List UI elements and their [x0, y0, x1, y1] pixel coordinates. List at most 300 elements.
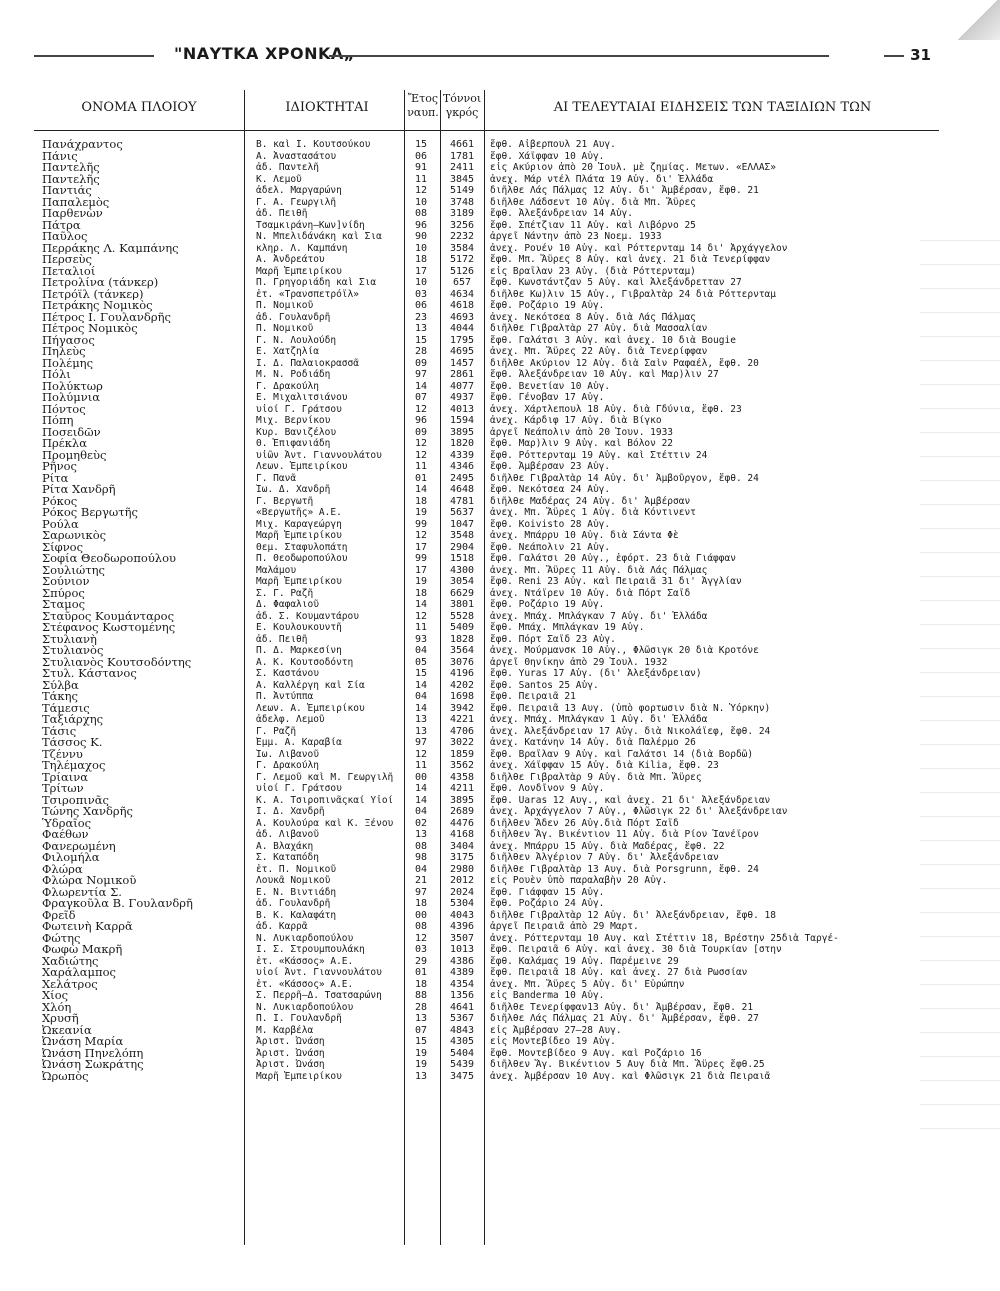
table-row — [34, 645, 939, 657]
year-built: 03 — [414, 944, 428, 955]
ship-name: Πετράκης Νομικὸς — [42, 300, 153, 312]
ship-name: Ρίτα — [42, 472, 69, 484]
year-built: 13 — [414, 1070, 428, 1082]
year-built: 11 — [414, 173, 428, 185]
year-built: 14 — [414, 599, 428, 610]
owner-name: ἑτ. «Κάσσος» Α.Ε. — [256, 955, 354, 967]
voyage-news: ἀργεῖ Νεάπολιν ἀπὸ 20 Ἰουν. 1933 — [490, 426, 674, 438]
year-built: 07 — [414, 392, 428, 403]
table-row — [34, 1071, 939, 1083]
owner-name: Α. Ἀνδρεάτου — [256, 254, 325, 265]
owner-name: Β. Κ. Καλαφάτη — [256, 909, 337, 921]
table-row — [34, 1025, 939, 1037]
ship-name: Σαρωνικὸς — [42, 530, 107, 542]
year-built: 13 — [414, 829, 428, 840]
year-built: 99 — [414, 518, 428, 530]
owner-name: Λεων. Α. Ἐμπειρίκου — [256, 702, 365, 714]
owner-name: Ἰω. Δ. Χανδρῆ — [256, 484, 331, 495]
voyage-news: διῆλθε Γιβραλτὰρ 13 Αυγ. διὰ Porsgrunn, ἔφθ. 24 — [490, 863, 759, 875]
table-row — [34, 875, 939, 887]
voyage-news: εἰς Ρουὲν ὑπὸ παραλαβὴν 20 Αὐγ. — [490, 875, 668, 886]
table-row — [34, 898, 939, 910]
gross-tons: 3076 — [449, 656, 475, 668]
ship-name: Πέτρος Ι. Γουλανδρῆς — [42, 311, 171, 323]
gross-tons: 3475 — [449, 1070, 475, 1082]
owner-name: Π. Νομικοῦ — [256, 323, 314, 334]
gross-tons: 4695 — [449, 346, 475, 357]
owner-name: Γ. Ραζῆ — [256, 725, 297, 737]
voyage-news: ἀνεχ. Ἀμβέρσαν 10 Αυγ. καὶ Φλῶσιγκ 21 διὰ Πειραιᾶ — [490, 1070, 771, 1082]
year-built: 01 — [414, 472, 428, 484]
ship-name: Τάμεσις — [42, 702, 90, 714]
year-built: 18 — [414, 495, 428, 507]
ship-name: Ὠκεανία — [42, 1024, 92, 1036]
gross-tons: 4196 — [449, 668, 475, 679]
table-row — [34, 1048, 939, 1060]
gross-tons: 1356 — [449, 990, 475, 1001]
owner-name: Κ. Α. Τσιροπινᾶςκαί Υἱοί — [256, 794, 394, 806]
voyage-news: ἔφθ. Koivisto 28 Αὐγ. — [490, 518, 611, 530]
owner-name: Ι. Δ. Χανδρῆ — [256, 806, 325, 817]
table-row — [34, 588, 939, 600]
table-row — [34, 852, 939, 864]
table-row — [34, 1059, 939, 1071]
year-built: 90 — [414, 231, 428, 242]
year-built: 17 — [414, 265, 428, 277]
voyage-news: ἔφθ. Κωνστάντζαν 5 Αὐγ. καὶ Ἀλεξάνδρετταν 27 — [490, 277, 742, 288]
table-row — [34, 185, 939, 197]
ship-name: Πόπη — [42, 415, 74, 427]
owner-name: ἀδ. Λιβανοῦ — [256, 829, 319, 840]
ship-name: Τσιροπινᾶς — [42, 794, 109, 806]
gross-tons: 4706 — [449, 725, 475, 737]
owner-name: υἱοί Γ. Γράτσου — [256, 783, 342, 794]
page-corner-fold — [955, 0, 1000, 40]
voyage-news: ἀνεχ. Ντάϊρεν 10 Αὐγ. διὰ Πόρτ Σαΐδ — [490, 587, 691, 599]
owner-name: Ἐμμ. Α. Καραβία — [256, 737, 342, 748]
year-built: 04 — [414, 806, 428, 817]
year-built: 28 — [414, 1001, 428, 1013]
ship-name: Ρόκος Βεργωτῆς — [42, 507, 138, 519]
gross-tons: 3801 — [449, 599, 475, 610]
owner-name: υἱοί Γ. Γράτσου — [256, 403, 342, 415]
col-header-owners: ΙΔΙΟΚΤΗΤΑΙ — [285, 100, 369, 115]
year-built: 12 — [414, 748, 428, 760]
ship-name: Σταῦρος Κουμάνταρος — [42, 610, 175, 622]
gross-tons: 5637 — [449, 507, 475, 518]
table-row — [34, 519, 939, 531]
table-header — [34, 90, 939, 131]
year-built: 97 — [414, 886, 428, 898]
year-built: 01 — [414, 967, 428, 978]
year-built: 12 — [414, 932, 428, 944]
gross-tons: 1795 — [449, 334, 475, 346]
voyage-news: ἀνεχ. Χάρτλεπουλ 18 Αὐγ. διὰ Γδύνια, ἔφθ. 23 — [490, 403, 742, 415]
year-built: 91 — [414, 162, 428, 173]
ship-name: Ὑδραῖος — [42, 817, 92, 829]
year-built: 18 — [414, 898, 428, 909]
ship-name: Φραγκοῦλα Β. Γουλανδρῆ — [42, 898, 193, 910]
ship-name: Στυλιανὸς Κουτσοδόντης — [42, 656, 192, 668]
owner-name: Μαρῆ Ἐμπειρίκου — [256, 265, 342, 277]
table-row — [34, 553, 939, 565]
gross-tons: 4843 — [449, 1024, 475, 1036]
year-built: 98 — [414, 852, 428, 863]
gross-tons: 3022 — [449, 737, 475, 748]
ship-name: Πόντος — [42, 403, 86, 415]
table-row — [34, 818, 939, 830]
gross-tons: 1820 — [449, 438, 475, 449]
owner-name: Ε. Χατζηλία — [256, 346, 319, 357]
ship-name: Τάσσος Κ. — [42, 737, 103, 749]
gross-tons: 3748 — [449, 196, 475, 208]
gross-tons: 5126 — [449, 265, 475, 277]
ship-name: Σταμος — [42, 599, 86, 611]
voyage-news: ἔφθ. Ροζάριο 19 Αὐγ. — [490, 599, 605, 610]
gross-tons: 4648 — [449, 484, 475, 495]
table-row — [34, 749, 939, 761]
voyage-news: ἔφθ. Σπέτζιαν 11 Αὐγ. καὶ Λιβόρνο 25 — [490, 219, 696, 231]
gross-tons: 2980 — [449, 863, 475, 875]
table-row — [34, 530, 939, 542]
ship-name: Πέτρος Νομικὸς — [42, 323, 138, 335]
col-header-ship-name: ΟΝΟΜΑ ΠΛΟΙΟΥ — [81, 100, 197, 115]
gross-tons: 3564 — [449, 645, 475, 656]
gross-tons: 3584 — [449, 242, 475, 254]
voyage-news: ἀνεχ. Μπ. Ἄϋρες 22 Αὐγ. διὰ Τενερίφφαν — [490, 346, 708, 357]
year-built: 05 — [414, 656, 428, 668]
table-row — [34, 174, 939, 186]
owner-name: Μαλάμου — [256, 564, 297, 576]
gross-tons: 4168 — [449, 829, 475, 840]
ship-name: Πάνις — [42, 150, 78, 162]
ship-name: Σοφία Θεοδωροπούλου — [42, 553, 177, 565]
gross-tons: 5304 — [449, 898, 475, 909]
gross-tons: 1457 — [449, 357, 475, 369]
year-built: 14 — [414, 380, 428, 392]
gross-tons: 4618 — [449, 300, 475, 311]
year-built: 10 — [414, 196, 428, 208]
owner-name: ἀδ. Πειθῆ — [256, 208, 308, 219]
table-row — [34, 392, 939, 404]
table-row — [34, 910, 939, 922]
owner-name: ἀδ. Πειθῆ — [256, 633, 308, 645]
ship-name: Τάκης — [42, 691, 78, 703]
voyage-news: ἔφθ. Νεάπολιν 21 Αὐγ. — [490, 541, 611, 553]
table-row — [34, 300, 939, 312]
voyage-news: ἀνεχ. Ἀρχάγγελον 7 Αὐγ., Φλῶσιγκ 22 δι' Ἀλεξάνδρειαν — [490, 806, 788, 817]
voyage-news: ἔφθ. Γιάφφαν 15 Αὐγ. — [490, 886, 605, 898]
table-row — [34, 599, 939, 611]
gross-tons: 4013 — [449, 403, 475, 415]
table-row — [34, 691, 939, 703]
voyage-news: διῆλθε Λάδσεντ 10 Αὐγ. διὰ Μπ. Ἄϋρες — [490, 196, 696, 208]
gross-tons: 4346 — [449, 461, 475, 472]
ship-name: Ὠρωπὸς — [42, 1070, 89, 1082]
year-built: 96 — [414, 219, 428, 231]
gross-tons: 4305 — [449, 1036, 475, 1047]
gross-tons: 1698 — [449, 691, 475, 702]
voyage-news: διῆλθεν Ἅγ. Βικέντιον 5 Αυγ διὰ Μπ. Ἄϋρες ἔφθ.25 — [490, 1059, 765, 1070]
voyage-news: ἀνεχ. Μπ. Ἄϋρες 11 Αὐγ. διὰ Λάς Πάλμας — [490, 564, 708, 576]
col-header-tons-line1: Τόννοι — [442, 92, 482, 105]
year-built: 19 — [414, 1047, 428, 1059]
gross-tons: 2411 — [449, 162, 475, 173]
voyage-news: διῆλθε Τενερίφφαν13 Αὐγ. δι' Ἀμβέρσαν, ἔφθ. 21 — [490, 1001, 754, 1013]
gross-tons: 4661 — [449, 139, 475, 150]
ship-name: Χλόη — [42, 1001, 72, 1013]
year-built: 15 — [414, 1036, 428, 1047]
ship-name: Ὠνάση Πηνελόπη — [42, 1047, 144, 1059]
owner-name: Γ. Πανᾶ — [256, 472, 297, 484]
ship-name: Σούνιον — [42, 576, 90, 588]
voyage-news: ἀνεχ. Μάρ ντέλ Πλάτα 19 Αὐγ. δι' Ἑλλάδα — [490, 173, 714, 185]
voyage-news: ἀνεχ. Κατάνην 14 Αὐγ. διὰ Παλέρμο 26 — [490, 737, 696, 748]
table-row — [34, 473, 939, 485]
gross-tons: 3054 — [449, 576, 475, 587]
ship-name: Τηλέμαχος — [42, 760, 106, 772]
gross-tons: 5172 — [449, 254, 475, 265]
owner-name: Ἰω. Λιβανοῦ — [256, 748, 319, 760]
table-row — [34, 427, 939, 439]
ship-name: Σύλβα — [42, 679, 79, 691]
ship-name: Στυλιανὴ — [42, 633, 97, 645]
year-built: 19 — [414, 507, 428, 518]
year-built: 12 — [414, 403, 428, 415]
gross-tons: 4641 — [449, 1001, 475, 1013]
ship-name: Πολύμνια — [42, 392, 100, 404]
table-row — [34, 1002, 939, 1014]
table-row — [34, 277, 939, 289]
gross-tons: 2861 — [449, 369, 475, 380]
table-row — [34, 887, 939, 899]
gross-tons: 1859 — [449, 748, 475, 760]
table-row — [34, 933, 939, 945]
year-built: 02 — [414, 817, 428, 829]
ship-name: Χίος — [42, 990, 69, 1002]
owner-name: Γ. Λεμοῦ καὶ Μ. Γεωργιλῆ — [256, 771, 394, 783]
voyage-news: ἔφθ. Ρόττερνταμ 19 Αὐγ. καὶ Στέττιν 24 — [490, 449, 708, 461]
table-row — [34, 335, 939, 347]
bleed-through-shadow — [920, 240, 1000, 1140]
year-built: 15 — [414, 668, 428, 679]
gross-tons: 4693 — [449, 311, 475, 323]
owner-name: Σ. Καστάνου — [256, 668, 319, 679]
year-built: 21 — [414, 875, 428, 886]
voyage-news: ἀργεῖ Πειραιᾶ ἀπὸ 29 Μαρτ. — [490, 921, 639, 932]
year-built: 97 — [414, 737, 428, 748]
year-built: 10 — [414, 242, 428, 254]
table-row — [34, 829, 939, 841]
table-row — [34, 622, 939, 634]
gross-tons: 1828 — [449, 633, 475, 645]
ship-name: Στυλ. Κάστανος — [42, 668, 137, 680]
ship-name: Ὠνάση Μαρία — [42, 1036, 124, 1048]
voyage-news: ἔφθ. Μπάχ. Μπλάγκαν 19 Αὐγ. — [490, 622, 645, 633]
table-row — [34, 657, 939, 669]
gross-tons: 2495 — [449, 472, 475, 484]
year-built: 99 — [414, 553, 428, 564]
year-built: 14 — [414, 794, 428, 806]
owner-name: Γ. Δρακούλη — [256, 380, 319, 392]
owner-name: Α. Κουλούρα καὶ Κ. Ξένου — [256, 817, 394, 829]
voyage-news: ἔφθ. Ἀλεξάνδρειαν 10 Αὐγ. καὶ Μαρ)λιν 27 — [490, 369, 719, 380]
gross-tons: 4221 — [449, 714, 475, 725]
voyage-news: ἔφθ. Γαλάτσι 20 Αὐγ., ἐφόρτ. 23 διὰ Γιάφφαν — [490, 553, 736, 564]
table-row — [34, 208, 939, 220]
gross-tons: 3895 — [449, 426, 475, 438]
ship-name: Φιλομήλα — [42, 852, 100, 864]
year-built: 13 — [414, 714, 428, 725]
year-built: 12 — [414, 530, 428, 541]
voyage-news: διῆλθεν Ἅγ. Βικέντιον 11 Αὐγ. διὰ Ρίον Ἰανέϊρον — [490, 829, 759, 840]
year-built: 04 — [414, 691, 428, 702]
ship-name: Πάτρα — [42, 219, 81, 231]
gross-tons: 5404 — [449, 1047, 475, 1059]
voyage-news: διῆλθεν Ἀλγέριον 7 Αὐγ. δι' Ἀλεξάνδρειαν — [490, 852, 719, 863]
owner-name: Τσαμκιράνη—Κων]νίδη — [256, 219, 365, 231]
voyage-news: ἔφθ. Βραΐλαν 9 Αὐγ. καὶ Γαλάτσι 14 (διὰ Βορδῶ) — [490, 748, 754, 760]
owner-name: ἀδελφ. Λεμοῦ — [256, 714, 325, 725]
voyage-news: ἔφθ. Καλάμας 19 Αὐγ. Παρέμεινε 29 — [490, 955, 679, 967]
owner-name: Ἀριστ. Ὠνάση — [256, 1059, 325, 1070]
year-built: 17 — [414, 564, 428, 576]
owner-name: Ε. Ν. Βιντιάδη — [256, 886, 337, 898]
ship-name: Πολύκτωρ — [42, 380, 103, 392]
voyage-news: ἔφθ. Πόρτ Σαΐδ 23 Αὐγ. — [490, 633, 616, 645]
year-built: 13 — [414, 1013, 428, 1024]
gross-tons: 4389 — [449, 967, 475, 978]
ship-name: Πόλι — [42, 369, 71, 381]
owner-name: Α. Καλλέργη καὶ Σία — [256, 679, 365, 691]
owner-name: Ε. Μιχαλιτσιάνου — [256, 392, 348, 403]
voyage-news: ἀνεχ. Κάρδιφ 17 Αὐγ. διὰ Βίγκο — [490, 415, 662, 426]
owner-name: Α. Κ. Κουτσοδόντη — [256, 656, 354, 668]
voyage-news: ἔφθ. Χάϊφφαν 10 Αὐγ. — [490, 150, 605, 162]
owner-name: ἀδ. Καρρᾶ — [256, 921, 308, 932]
ship-name: Προμηθεὺς — [42, 449, 107, 461]
year-built: 11 — [414, 461, 428, 472]
table-row — [34, 404, 939, 416]
gross-tons: 5439 — [449, 1059, 475, 1070]
year-built: 13 — [414, 725, 428, 737]
gross-tons: 1518 — [449, 553, 475, 564]
owner-name: Α. Βλαχάκη — [256, 840, 314, 852]
table-row — [34, 1013, 939, 1025]
voyage-news: ἔφθ. Ροζάριο 19 Αὐγ. — [490, 300, 605, 311]
table-row — [34, 944, 939, 956]
year-built: 17 — [414, 541, 428, 553]
owner-name: Π. Ι. Γουλανδρῆ — [256, 1013, 342, 1024]
table-row — [34, 864, 939, 876]
voyage-news: ἔφθ. Πειραιᾶ 21 — [490, 691, 576, 702]
owner-name: Ν. Λυκιαρδοπούλου — [256, 932, 354, 944]
ship-name: Χαράλαμπος — [42, 967, 116, 979]
owner-name: Θεμ. Σταφυλοπάτη — [256, 541, 348, 553]
voyage-news: ἔφθ. Πειραιᾶ 6 Αὐγ. καὶ ἀνεχ. 30 διὰ Τουρκίαν [στην — [490, 944, 782, 955]
year-built: 09 — [414, 357, 428, 369]
owner-name: Γ. Ν. Λουλούδη — [256, 334, 337, 346]
table-row — [34, 415, 939, 427]
col-header-year-line1: Ἔτος — [408, 92, 438, 105]
owner-name: Λουκᾶ Νομικοῦ — [256, 875, 331, 886]
voyage-news: εἰς Βραΐλαν 23 Αὐγ. (διὰ Ρόττερνταμ) — [490, 265, 696, 277]
voyage-news: ἀνεχ. Ἀλεξάνδρειαν 17 Αὐγ. διὰ Νικολάϊεφ, ἔφθ. 24 — [490, 725, 771, 737]
ship-name: Πηλεὺς — [42, 346, 86, 358]
gross-tons: 4476 — [449, 817, 475, 829]
voyage-news: ἀνεχ. Μπάρρυ 15 Αὐγ. διὰ Μαδέρας, ἔφθ. 22 — [490, 840, 725, 852]
ship-name: Χρυσῆ — [42, 1013, 79, 1025]
table-row — [34, 162, 939, 174]
year-built: 14 — [414, 783, 428, 794]
table-row — [34, 496, 939, 508]
owner-name: «Βεργωτῆς» Α.Ε. — [256, 507, 342, 518]
voyage-news: ἀνεχ. Μούρμανσκ 10 Αὐγ., Φλῶσιγκ 20 διὰ Κροτόνε — [490, 645, 759, 656]
table-row — [34, 611, 939, 623]
ship-name: Φωτεινὴ Καρρᾶ — [42, 921, 133, 933]
year-built: 96 — [414, 415, 428, 426]
year-built: 12 — [414, 449, 428, 461]
owner-name: Μαρῆ Ἐμπειρίκου — [256, 576, 342, 587]
voyage-news: ἀνεχ. Μπάχ. Μπλάγκαν 1 Αὐγ. δι' Ἑλλάδα — [490, 714, 708, 725]
table-row — [34, 841, 939, 853]
year-built: 88 — [414, 990, 428, 1001]
ship-name: Φλώρα — [42, 863, 83, 875]
voyage-news: διῆλθε Ακύριον 12 Αὐγ. διὰ Σαὶν Ραφαέλ, ἔφθ. 20 — [490, 357, 759, 369]
gross-tons: 3845 — [449, 173, 475, 185]
voyage-news: ἔφθ. Γένοβαν 17 Αὐγ. — [490, 392, 605, 403]
ship-name: Πετρόϊλ (τάνκερ) — [42, 288, 144, 300]
gross-tons: 5367 — [449, 1013, 475, 1024]
gross-tons: 3562 — [449, 760, 475, 771]
year-built: 18 — [414, 254, 428, 265]
ship-name: Πανάχραντος — [42, 139, 123, 151]
ship-name: Στέφανος Κωστομένης — [42, 622, 176, 634]
owner-name: Θ. Ἐπιφανιάδη — [256, 438, 331, 449]
ship-table-body — [34, 139, 939, 1082]
gross-tons: 4339 — [449, 449, 475, 461]
gross-tons: 4211 — [449, 783, 475, 794]
table-row — [34, 795, 939, 807]
voyage-news: ἔφθ. Γαλάτσι 3 Αὐγ. καὶ ἀνεχ. 10 διὰ Bougie — [490, 334, 736, 346]
owner-name: Α. Ἀναστασάτου — [256, 150, 337, 162]
ship-name: Ρῆνος — [42, 461, 77, 473]
ship-name: Ταξιάρχης — [42, 714, 104, 726]
voyage-news: ἀνεχ. Νεκότσεα 8 Αὐγ. διὰ Λάς Πάλμας — [490, 311, 696, 323]
voyage-news: ἔφθ. Reni 23 Αὐγ. καὶ Πειραιᾶ 31 δι' Ἀγγλίαν — [490, 576, 742, 587]
table-row — [34, 220, 939, 232]
gross-tons: 2904 — [449, 541, 475, 553]
ship-name: Χελάτρος — [42, 978, 98, 990]
voyage-news: ἀνεχ. Χάϊφφαν 15 Αὐγ. διὰ Kilia, ἔφθ. 23 — [490, 760, 719, 771]
table-row — [34, 323, 939, 335]
year-built: 00 — [414, 909, 428, 921]
gross-tons: 4044 — [449, 323, 475, 334]
table-row — [34, 772, 939, 784]
running-header — [34, 44, 939, 70]
ship-name: Πετρολίνα (τάνκερ) — [42, 277, 159, 289]
table-row — [34, 921, 939, 933]
year-built: 08 — [414, 921, 428, 932]
gross-tons: 4937 — [449, 392, 475, 403]
owner-name: ἑτ. «Τρανσπετρόϊλ» — [256, 288, 359, 300]
gross-tons: 2232 — [449, 231, 475, 242]
ship-name: Τζέννυ — [42, 748, 83, 760]
owner-name: υἱῶν Ἀντ. Γιαννουλάτου — [256, 449, 382, 461]
ship-name: Πολέμης — [42, 357, 94, 369]
table-row — [34, 197, 939, 209]
owner-name: Κ. Λεμοῦ — [256, 173, 302, 185]
